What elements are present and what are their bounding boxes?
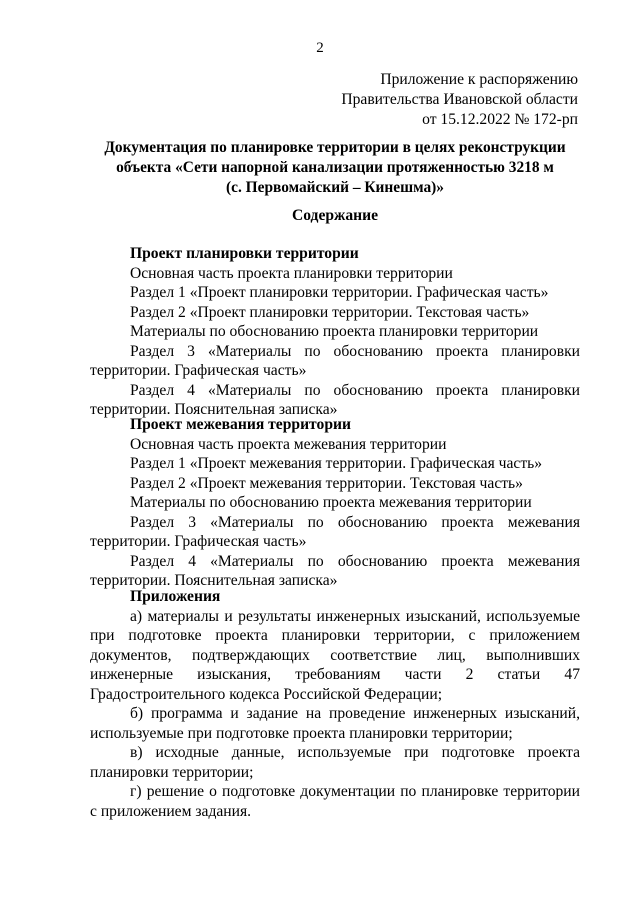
appendix-item-a-line: Градостроительного кодекса Российской Федерации; [90,685,443,703]
contents-item-continuation: территории. Пояснительная записка» [90,401,338,418]
section-heading: Приложения [130,588,221,605]
section-planning-project [90,244,580,420]
contents-item: Раздел 4 «Материалы по обоснованию проекта межевания [130,552,580,570]
appendix-item-a-line: инженерные изыскания, требованиям части 2 статьи 47 [90,666,580,683]
appendix-item-g-line: с приложением задания. [90,802,252,820]
appendix-line: Приложение к распоряжению [380,71,578,88]
appendix-reference [341,70,578,130]
appendix-line: от 15.12.2022 № 172-рп [422,111,578,128]
appendix-item-v: в) исходные данные, используемые при подготовке проекта [130,744,580,761]
appendix-line: Правительства Ивановской области [341,91,578,108]
contents-item-continuation: территории. Графическая часть» [90,533,307,550]
contents-item: Материалы по обоснованию проекта межевания территории [130,494,532,511]
contents-item: Раздел 1 «Проект планировки территории. Графическая часть» [130,284,549,301]
contents-item-continuation: территории. Пояснительная записка» [90,572,338,589]
page-number: 2 [316,40,324,56]
contents-item: Раздел 3 «Материалы по обоснованию проекта межевания [130,513,580,531]
contents-item: Основная часть проекта планировки территории [130,264,453,282]
appendix-item-a-line: документов, подтверждающих соответствие лиц, выполнивших [90,646,580,664]
contents-item-continuation: территории. Графическая часть» [90,362,307,379]
contents-item: Материалы по обоснованию проекта планировки территории [130,323,539,340]
section-appendices [90,587,580,821]
title-line: Документация по планировке территории в целях реконструкции [104,139,566,156]
contents-item: Основная часть проекта межевания территории [130,435,447,453]
contents-item: Раздел 2 «Проект межевания территории. Текстовая часть» [130,474,523,492]
contents-item: Раздел 4 «Материалы по обоснованию проекта планировки [130,381,580,399]
title-line: (с. Первомайский – Кинешма)» [225,179,444,196]
contents-item: Раздел 1 «Проект межевания территории. Графическая часть» [130,455,543,472]
document-title [90,138,580,198]
section-surveying-project [90,415,580,591]
section-heading: Проект межевания территории [130,416,351,433]
appendix-item-a: а) материалы и результаты инженерных изысканий, используемые [130,607,580,625]
title-line: объекта «Сети напорной канализации протяженностью 3218 м [116,159,554,176]
appendix-item-b: б) программа и задание на проведение инженерных изысканий, [130,705,580,722]
appendix-item-g: г) решение о подготовке документации по планировке территории [130,783,580,800]
contents-item: Раздел 3 «Материалы по обоснованию проекта планировки [130,342,580,360]
contents-heading: Содержание [291,207,379,224]
section-heading: Проект планировки территории [130,245,359,262]
contents-item: Раздел 2 «Проект планировки территории. Текстовая часть» [130,303,530,321]
appendix-item-b-line: используемые при подготовке проекта планировки территории; [90,724,513,742]
appendix-item-v-line: планировки территории; [90,763,254,781]
appendix-item-a-line: при подготовке проекта планировки территории, с приложением [90,627,580,644]
